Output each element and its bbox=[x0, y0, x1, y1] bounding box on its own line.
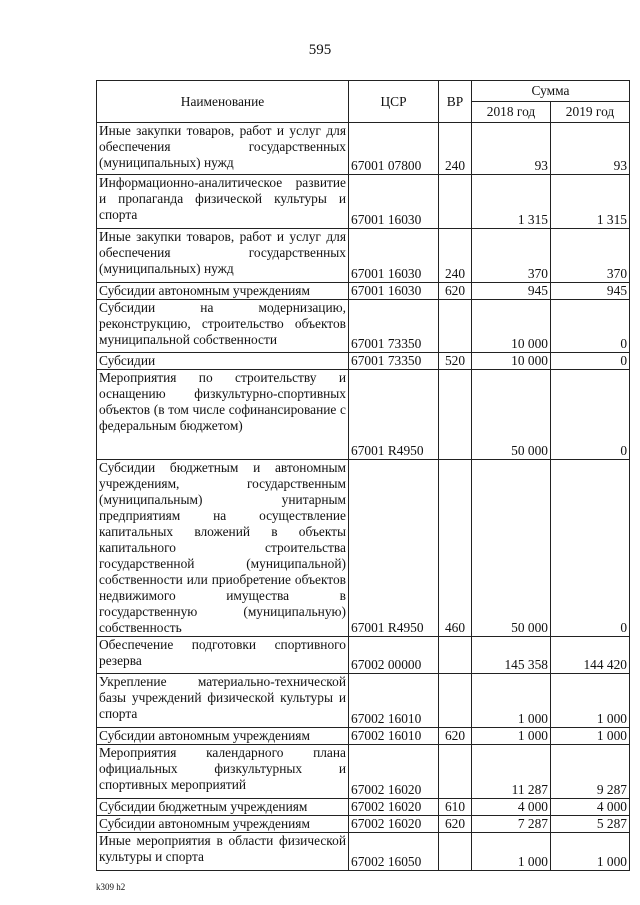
row-name: Субсидии на модернизацию, реконструкцию, строительство объектов муниципальной собственности bbox=[97, 300, 349, 353]
row-sum-2019: 1 000 bbox=[551, 728, 630, 745]
table-row bbox=[97, 745, 630, 799]
row-sum-2019: 0 bbox=[551, 300, 630, 353]
row-sum-2018: 7 287 bbox=[472, 816, 551, 833]
row-csr: 67002 16020 bbox=[349, 745, 439, 799]
row-sum-2018: 4 000 bbox=[472, 799, 551, 816]
row-csr: 67001 R4950 bbox=[349, 460, 439, 637]
row-sum-2019: 1 000 bbox=[551, 674, 630, 728]
table-row bbox=[97, 283, 630, 300]
row-vr bbox=[439, 674, 472, 728]
row-sum-2018: 93 bbox=[472, 123, 551, 175]
row-csr: 67002 16020 bbox=[349, 799, 439, 816]
row-sum-2018: 1 000 bbox=[472, 674, 551, 728]
row-vr bbox=[439, 637, 472, 674]
row-vr: 620 bbox=[439, 816, 472, 833]
row-sum-2018: 50 000 bbox=[472, 460, 551, 637]
row-vr: 240 bbox=[439, 123, 472, 175]
table-row bbox=[97, 123, 630, 175]
row-sum-2018: 10 000 bbox=[472, 353, 551, 370]
row-csr: 67001 16030 bbox=[349, 175, 439, 229]
header-year-2018: 2018 год bbox=[472, 102, 551, 123]
row-csr: 67001 73350 bbox=[349, 353, 439, 370]
row-sum-2019: 1 000 bbox=[551, 833, 630, 871]
table-row bbox=[97, 833, 630, 871]
row-vr bbox=[439, 370, 472, 460]
row-csr: 67001 R4950 bbox=[349, 370, 439, 460]
row-name: Субсидии автономным учреждениям bbox=[97, 283, 349, 300]
header-vr: ВР bbox=[439, 81, 472, 123]
row-csr: 67001 16030 bbox=[349, 229, 439, 283]
row-name: Иные мероприятия в области физической культуры и спорта bbox=[97, 833, 349, 871]
row-csr: 67002 16020 bbox=[349, 816, 439, 833]
table-row bbox=[97, 637, 630, 674]
row-sum-2019: 0 bbox=[551, 353, 630, 370]
row-vr bbox=[439, 175, 472, 229]
row-sum-2018: 10 000 bbox=[472, 300, 551, 353]
table-header bbox=[97, 81, 630, 123]
row-csr: 67001 16030 bbox=[349, 283, 439, 300]
header-year-2019: 2019 год bbox=[551, 102, 630, 123]
row-csr: 67001 73350 bbox=[349, 300, 439, 353]
row-name: Информационно-аналитическое развитие и пропаганда физической культуры и спорта bbox=[97, 175, 349, 229]
row-name: Иные закупки товаров, работ и услуг для обеспечения государственных (муниципальных) нужд bbox=[97, 229, 349, 283]
row-sum-2019: 1 315 bbox=[551, 175, 630, 229]
table-row bbox=[97, 460, 630, 637]
header-csr: ЦСР bbox=[349, 81, 439, 123]
row-csr: 67002 16010 bbox=[349, 728, 439, 745]
row-sum-2019: 4 000 bbox=[551, 799, 630, 816]
row-sum-2019: 9 287 bbox=[551, 745, 630, 799]
row-sum-2019: 945 bbox=[551, 283, 630, 300]
table-row bbox=[97, 353, 630, 370]
row-name: Субсидии bbox=[97, 353, 349, 370]
row-vr bbox=[439, 833, 472, 871]
table-row bbox=[97, 799, 630, 816]
row-vr: 620 bbox=[439, 728, 472, 745]
row-name: Субсидии бюджетным учреждениям bbox=[97, 799, 349, 816]
row-vr: 620 bbox=[439, 283, 472, 300]
row-sum-2019: 5 287 bbox=[551, 816, 630, 833]
table-row bbox=[97, 370, 630, 460]
row-name: Субсидии автономным учреждениям bbox=[97, 728, 349, 745]
table-row bbox=[97, 229, 630, 283]
row-vr bbox=[439, 745, 472, 799]
row-csr: 67002 16010 bbox=[349, 674, 439, 728]
header-sum: Сумма bbox=[472, 81, 630, 102]
row-csr: 67002 00000 bbox=[349, 637, 439, 674]
row-sum-2018: 1 315 bbox=[472, 175, 551, 229]
row-vr: 610 bbox=[439, 799, 472, 816]
row-sum-2018: 11 287 bbox=[472, 745, 551, 799]
row-sum-2019: 93 bbox=[551, 123, 630, 175]
row-name: Субсидии бюджетным и автономным учреждениям, государственным (муниципальным) унитарным предприятиям на осуществление капитальных вложений в объекты капитального строительства государственной (муниципальной) собственности или приобретение объектов недвижимого имущества в государственную (муниципальную) собственность bbox=[97, 460, 349, 637]
row-sum-2018: 1 000 bbox=[472, 833, 551, 871]
row-sum-2019: 0 bbox=[551, 460, 630, 637]
row-name: Мероприятия по строительству и оснащению физкультурно-спортивных объектов (в том числе софинансирование с федеральным бюджетом) bbox=[97, 370, 349, 460]
row-sum-2018: 945 bbox=[472, 283, 551, 300]
table-row bbox=[97, 300, 630, 353]
row-csr: 67001 07800 bbox=[349, 123, 439, 175]
row-vr: 240 bbox=[439, 229, 472, 283]
row-sum-2018: 50 000 bbox=[472, 370, 551, 460]
header-name: Наименование bbox=[97, 81, 349, 123]
budget-table bbox=[96, 80, 630, 871]
row-vr: 520 bbox=[439, 353, 472, 370]
row-csr: 67002 16050 bbox=[349, 833, 439, 871]
row-name: Мероприятия календарного плана официальных физкультурных и спортивных мероприятий bbox=[97, 745, 349, 799]
table-row bbox=[97, 728, 630, 745]
table-row bbox=[97, 175, 630, 229]
row-vr: 460 bbox=[439, 460, 472, 637]
table-row bbox=[97, 674, 630, 728]
row-name: Иные закупки товаров, работ и услуг для обеспечения государственных (муниципальных) нужд bbox=[97, 123, 349, 175]
row-sum-2019: 144 420 bbox=[551, 637, 630, 674]
row-sum-2018: 145 358 bbox=[472, 637, 551, 674]
table-body bbox=[97, 123, 630, 871]
row-name: Субсидии автономным учреждениям bbox=[97, 816, 349, 833]
row-sum-2019: 370 bbox=[551, 229, 630, 283]
row-sum-2018: 1 000 bbox=[472, 728, 551, 745]
row-vr bbox=[439, 300, 472, 353]
page-number: 595 bbox=[308, 42, 332, 58]
row-sum-2018: 370 bbox=[472, 229, 551, 283]
row-name: Укрепление материально-технической базы учреждений физической культуры и спорта bbox=[97, 674, 349, 728]
table-row bbox=[97, 816, 630, 833]
row-sum-2019: 0 bbox=[551, 370, 630, 460]
footer-mark: k309 h2 bbox=[96, 882, 126, 892]
row-name: Обеспечение подготовки спортивного резерва bbox=[97, 637, 349, 674]
